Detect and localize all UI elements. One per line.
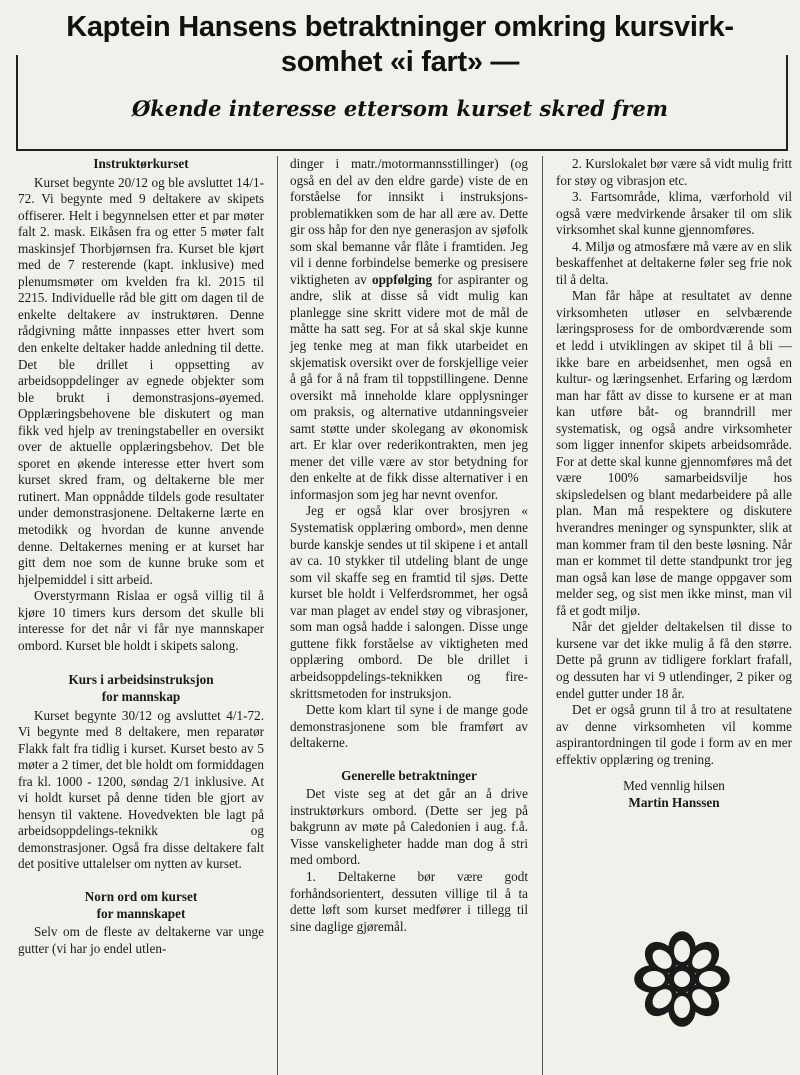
subtitle: Økende interesse ettersom kurset skred frem	[132, 96, 668, 121]
heading-line: Kurs i arbeidsinstruksjon	[68, 672, 214, 688]
paragraph: Man får håpe at resultatet av denne virksomheten utløser en selvbærende læringsprosess for de ombordværende som et ledd i utviklingen av skipet til å bli — ikke bare en arbeidsenhet, men også en kultur- og læringsenhet. Erfaring og lærdom man har fått av disse to kursene er at man kan utføre båt- og branndrill mer systematisk, og også andre virksomheter som ligger innenfor skipets arbeidsområde. For at dette skal kunne gjennomføres må det være 100% samarbeidsvilje hos skipsledelsen og blant medarbeidere på alle plan. Man må respektere og diskutere hverandres meninger og synspunkter, slik at man kommer fram til den beste løsning. Når man er kommet til dette standpunkt tror jeg man også kan løse de mange oppgaver som melder seg, og sist men ikke minst, man vil få et godt miljø.	[556, 288, 792, 618]
signature-name: Martin Hanssen	[628, 794, 720, 810]
paragraph: 2. Kurslokalet bør være så vidt mulig fritt for støy og vibrasjon etc.	[556, 156, 792, 188]
paragraph-text: for aspiranter og andre, slik at disse så vidt mulig kan planlegge sine skritt videre mot de mål de måtte ha satt seg. For at så skal skje kunne jeg tenke meg at man fikk utarbeidet en skjematisk oversikt over de forskjellige veier å gå for å nå fram til toppstillingene. Denne oversikt må inneholde klare opplysninger om praksis, og alternative utdanningsveier samt støtte under skolegang av økonomisk art. Er klar over rederikontrakten, men jeg mener det ville være av stor betydning for den enkelte at de fikk disse alternativer i en informasjon som jeg har nevnt ovenfor.	[290, 271, 528, 502]
paragraph-text: dinger i matr./motormannsstillinger) (og også en del av den eldre garde) viste de en forståelse for innsikt i instruksjons-problematikken som de har all ære av. Dette gir oss håp for den nye generasjon av sjøfolk som skal bemanne vår flåte i framtiden. Jeg vil i denne forbindelse bemerke og presisere viktigheten av	[290, 156, 528, 287]
column-1	[18, 156, 264, 957]
heading-line: Norn ord om kurset	[84, 888, 198, 904]
paragraph: Selv om de fleste av deltakerne var unge gutter (vi har jo endel utlen-	[18, 924, 264, 956]
paragraph: Overstyrmann Rislaa er også villig til å kjøre 10 timers kurs dersom det skulle bli interesse for det når vi får nye mannskaper ombord. Kurset ble holdt i skipets salong.	[18, 588, 264, 653]
closing-text: Med vennlig hilsen	[623, 778, 725, 794]
paragraph	[290, 156, 528, 503]
heading-line: for mannskap	[101, 688, 181, 704]
paragraph: Når det gjelder deltakelsen til disse to kursene var det ikke mulig å få den større. Dette på grunn av tidligere forklart frafall, og dessuten har vi 9 utlendinger, 2 piker og endel gutter under 18 år.	[556, 619, 792, 701]
paragraph: 4. Miljø og atmosfære må være av en slik beskaffenhet at deltakerne føler seg frie nok til å delta.	[556, 238, 792, 287]
paragraph: Kurset begynte 20/12 og ble avsluttet 14/1-72. Vi begynte med 9 deltakere av skipets offiserer. Helt i begynnelsen etter et par møter falt 2. mask. Eikåsen fra og etter 5 møter falt maskinsjef Thorbjørnsen fra. Kurset ble kjørt med de 7 resterende (kapt. inklusive) med plenumsmøter om kvelden fra kl. 2015 til 2215. Individuelle råd ble gitt om dagen til de enkelte deltakere av instruktøren. Denne rådgivning måtte innpasses etter hvert som den enkelte deltaker hadde anledning til dette. Det ble drillet i oppsetting av arbeidsoppdelinger av egnede objekter som ble brukt i demonstrasjons-øyemed. Opplæringsbehovene ble diskutert og man fikk ved hjelp av treningstabeller en oversikt over de aktuelle opplæringsbehov. Det ble sporet en økende interesse etter hvert som kurset skred fram, og deltakerne ble mer rutinert. Man oppnådde tildels gode resultater under demonstrasjonene. Deltakerne lærte en metodikk og hvordan de kunne anvende denne. Deltakernes mening er at kurset har gitt dem noe som de kunne bruke som et hjelpemiddel i sitt arbeid.	[18, 174, 264, 587]
paragraph: Kurset begynte 30/12 og avsluttet 4/1-72. Vi begynte med 8 deltakere, men reparatør Flakk falt fra tidlig i kurset. Kurset besto av 5 møter a 2 timer, det ble holdt om formiddagen fra kl. 1000 - 1200, søndag 2/1 inklusive. At vi holdt kurset på denne tiden ble gjort av hensyn til vaktene. Hovedvekten ble lagt på arbeidsoppdelings-teknikk og demonstrasjoner. Også fra disse deltakere falt det positive uttalelser om nytten av kurset.	[18, 707, 264, 872]
bold-word: oppfølging	[372, 271, 433, 287]
headline-line-1: Kaptein Hansens betraktninger omkring kursvirk-	[66, 11, 734, 43]
column-2	[290, 156, 528, 935]
paragraph: 3. Fartsområde, klima, værforhold vil også være medvirkende årsaker til om slik virksomhet skal kunne gjennomføres.	[556, 189, 792, 238]
column-rule-2	[542, 156, 543, 1075]
section-heading-instruktorkurset: Instruktørkurset	[93, 156, 189, 171]
paragraph: 1. Deltakerne bør være godt forhåndsorientert, dessuten villige til å ta dette løft som kurset medfører i tillegg til sine daglige gjøremål.	[290, 868, 528, 934]
section-heading-arbeidsinstruksjon	[18, 672, 264, 705]
paragraph: Jeg er også klar over brosjyren « Systematisk opplæring ombord», men denne burde kanskje sendes ut til skipene i et antall av ca. 10 stykker til utdeling blant de unge som vil skaffe seg en framtid til sjøs. Dette kurset ble holdt i Velferdsrommet, her også var man plaget av endel støy og vibrasjoner, som man også hadde i salongen. Disse unge guttene fikk forståelse av viktigheten med opplæring ombord. De ble drillet i arbeidsoppdelings-teknikken og fire-skrittsmetoden for instruksjon.	[290, 503, 528, 701]
section-heading-norn-ord	[18, 889, 264, 922]
heading-line: for mannskapet	[96, 905, 186, 921]
flower-icon	[628, 925, 736, 1033]
signature-block	[556, 778, 792, 811]
column-3	[556, 156, 792, 811]
paragraph: Det er også grunn til å tro at resultatene av denne virksomheten vil komme aspirantordningen til gode i form av en mer effektiv opplæring og trening.	[556, 702, 792, 767]
column-rule-1	[277, 156, 278, 1075]
paragraph: Dette kom klart til syne i de mange gode demonstrasjonene som ble framført av deltakerne.	[290, 702, 528, 751]
section-heading-generelle: Generelle betraktninger	[341, 767, 477, 783]
paragraph: Det viste seg at det går an å drive instruktørkurs ombord. (Dette ser jeg på bakgrunn av møte på Caledonien i aug. f.å. Visse vanskeligheter hadde man dog å stri med ombord.	[290, 786, 528, 868]
headline-line-2: somhet «i fart» —	[280, 46, 520, 78]
